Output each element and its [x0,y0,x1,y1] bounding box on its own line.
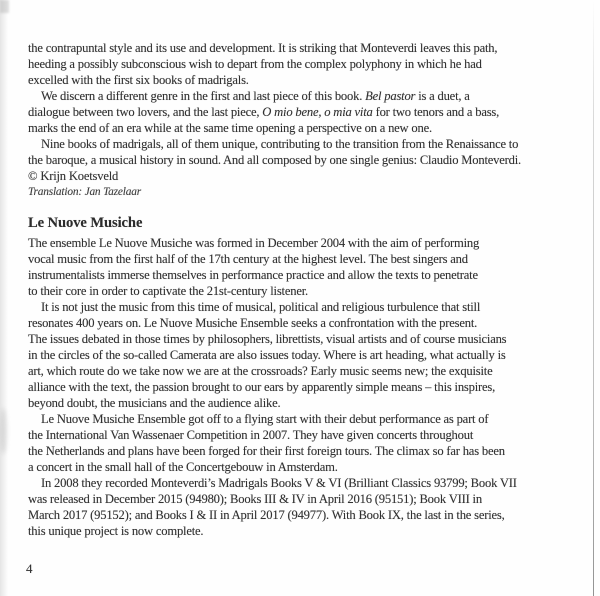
text-line: Le Nuove Musiche Ensemble got off to a flying start with their debut performance as part of [41,412,489,426]
text-line: heeding a possibly subconscious wish to depart from the complex polyphony in which he had [28,57,482,71]
text-line: was released in December 2015 (94980); Books III & IV in April 2016 (95151); Book VIII in [28,492,482,506]
text-line: resonates 400 years on. Le Nuove Musiche Ensemble seeks a confrontation with the present. [28,316,478,330]
text-section [28,40,586,200]
paragraph [28,184,586,200]
text-line: The issues debated in those times by philosophers, librettists, visual artists and of course musicians [28,332,507,346]
text-line: this unique project is now complete. [28,524,204,538]
scan-edge-left-shadow [0,0,10,596]
page-number: 4 [26,561,33,576]
text-line: to their core in order to captivate the 21st-century listener. [28,284,308,298]
text-line: We discern a different genre in the first and last piece of this book. Bel pastor is a duet, a [41,89,470,103]
text-line: the International Van Wassenaer Competition in 2007. They have given concerts throughout [28,428,474,442]
page-content [28,40,586,539]
text-line: art, which route do we take now we are at the crossroads? Early music seems new; the exquisite [28,364,493,378]
scan-edge-right-line [593,0,594,596]
text-line: dialogue between two lovers, and the last piece, O mio bene, o mia vita for two tenors and a bass, [28,105,500,119]
text-line: marks the end of an era while at the same time opening a perspective on a new one. [28,121,432,135]
scan-corner-artifact [0,0,9,13]
text-line: vocal music from the first half of the 17th century at the highest level. The best singers and [28,252,468,266]
text-line: alliance with the text, the passion brought to our ears by apparently simple means – this inspires, [28,380,496,394]
text-line: beyond doubt, the musicians and the audience alike. [28,396,281,410]
paragraph [28,411,586,475]
paragraph [28,168,586,184]
paragraph [28,40,586,88]
paragraph [28,299,586,411]
text-line: the baroque, a musical history in sound. And all composed by one single genius: Claudio Monteverdi. [28,153,521,167]
text-line: a concert in the small hall of the Concertgebouw in Amsterdam. [28,460,338,474]
text-line: The ensemble Le Nuove Musiche was formed in December 2004 with the aim of performing [28,236,480,250]
text-line: Translation: Jan Tazelaar [28,186,141,198]
text-line: excelled with the first six books of madrigals. [28,73,249,87]
paragraph [28,475,586,539]
text-section [28,213,586,539]
paragraph [28,88,586,136]
paragraph [28,136,586,168]
text-line: March 2017 (95152); and Books I & II in April 2017 (94977). With Book IX, the last in the series, [28,508,505,522]
text-line: © Krijn Koetsveld [28,169,119,183]
text-line: the contrapuntal style and its use and development. It is striking that Monteverdi leaves this path, [28,41,498,55]
text-line: It is not just the music from this time of musical, political and religious turbulence that still [41,300,481,314]
text-line: the Netherlands and plans have been forged for their first foreign tours. The climax so far has been [28,444,505,458]
text-line: instrumentalists immerse themselves in performance practice and allow the texts to penetrate [28,268,478,282]
section-heading: Le Nuove Musiche [28,215,143,231]
paragraph [28,235,586,299]
text-line: in the circles of the so-called Camerata are also issues today. Where is art heading, what actually is [28,348,506,362]
scan-smudge-artifact [0,408,7,454]
text-line: Nine books of madrigals, all of them unique, contributing to the transition from the Renaissance to [41,137,519,151]
text-line: In 2008 they recorded Monteverdi’s Madrigals Books V & VI (Brilliant Classics 93799; Book VII [41,476,517,490]
